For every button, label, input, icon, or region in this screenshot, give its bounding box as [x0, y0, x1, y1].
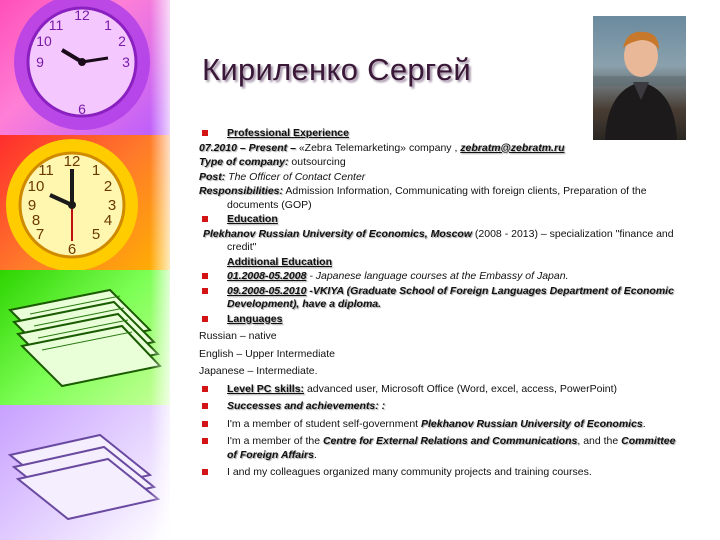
list-text: I'm a member of student self-government	[227, 417, 422, 430]
section-heading: Successes and achievements: :	[227, 400, 386, 412]
list-text: .	[642, 417, 646, 430]
field-value: advanced user, Microsoft Office (Word, excel, access, PowerPoint)	[304, 382, 618, 395]
field-value: Admission Information, Communicating with foreign clients, Preparation of the documents (GOP)	[227, 185, 647, 211]
organization-name: Centre for External Relations and Communications	[322, 435, 578, 447]
language-line: Russian – native	[199, 330, 277, 342]
list-text: .	[313, 448, 317, 461]
field-label: Type of company:	[199, 156, 289, 168]
field-label: Post:	[199, 170, 226, 183]
decorative-collage	[0, 0, 180, 540]
books-icon	[0, 270, 170, 405]
section-heading: Languages	[227, 312, 283, 325]
svg-text:2: 2	[118, 33, 126, 49]
svg-text:2: 2	[103, 178, 113, 195]
list-item	[199, 466, 679, 480]
list-item	[199, 285, 679, 312]
email-link[interactable]: zebratm@zebratm.ru	[460, 141, 565, 154]
clock-icon	[0, 0, 170, 140]
svg-text:5: 5	[91, 226, 101, 243]
svg-text:6: 6	[78, 101, 86, 117]
list-item	[199, 348, 679, 362]
field-value: The Officer of Contact Center	[225, 170, 366, 183]
collage-fade	[150, 0, 180, 540]
svg-text:12: 12	[63, 153, 81, 170]
list-item	[199, 171, 679, 185]
course-detail: - Japanese language courses at the Embassy of Japan.	[306, 270, 569, 282]
language-line: English – Upper Intermediate	[199, 347, 335, 360]
organization-name: Committee of Foreign Affairs	[227, 435, 676, 461]
clock-icon	[0, 135, 170, 270]
university-name: Plekhanov Russian University of Economics, Moscow	[203, 227, 472, 240]
svg-text:3: 3	[107, 197, 117, 214]
date-range: 07.2010 – Present –	[199, 141, 296, 154]
company-text: «Zebra Telemarketing» company ,	[295, 141, 461, 154]
section-heading: Professional Experience	[227, 127, 349, 139]
svg-text:8: 8	[31, 212, 41, 229]
svg-text:9: 9	[36, 54, 44, 70]
field-value: outsourcing	[288, 156, 346, 168]
svg-text:10: 10	[36, 33, 52, 49]
education-detail: (2008 - 2013) – specialization "finance and credit"	[227, 227, 674, 253]
list-item	[199, 270, 679, 284]
date-range: 01.2008-05.2008	[227, 270, 307, 282]
svg-text:11: 11	[48, 17, 64, 33]
date-range: 09.2008-05.2010	[227, 284, 307, 297]
person-photo-icon	[593, 16, 686, 140]
language-line: Japanese – Intermediate.	[199, 365, 318, 377]
page-title: Кириленко Сергей	[202, 52, 471, 87]
field-label: Level PC skills:	[227, 382, 305, 395]
list-text: I'm a member of the	[227, 435, 323, 447]
svg-text:11: 11	[38, 162, 54, 179]
svg-text:9: 9	[27, 197, 37, 214]
list-item	[199, 365, 679, 379]
list-item	[199, 156, 679, 170]
list-item	[199, 400, 679, 414]
list-text: I and my colleagues organized many community projects and training courses.	[227, 466, 592, 478]
field-label: Responsibilities:	[199, 185, 284, 197]
svg-text:10: 10	[27, 178, 45, 195]
svg-text:1: 1	[104, 17, 112, 33]
list-item	[199, 228, 679, 255]
course-detail: -VKIYA (Graduate School of Foreign Languages Department of Economic Development), have a diploma.	[227, 284, 674, 310]
svg-text:1: 1	[91, 162, 101, 179]
list-item	[199, 418, 679, 432]
list-item	[199, 435, 679, 462]
svg-text:12: 12	[74, 7, 90, 23]
list-item	[199, 330, 679, 344]
list-item	[199, 185, 679, 212]
profile-photo	[593, 16, 686, 140]
svg-text:6: 6	[67, 241, 77, 258]
section-heading: Additional Education	[227, 255, 332, 268]
list-item	[199, 127, 679, 141]
organization-name: Plekhanov Russian University of Economics	[421, 417, 643, 430]
section-heading: Education	[227, 213, 278, 225]
list-item	[199, 313, 679, 327]
list-text: , and the	[577, 435, 622, 447]
books-icon	[0, 405, 170, 540]
list-item	[199, 213, 679, 227]
svg-text:3: 3	[122, 54, 130, 70]
list-item	[199, 142, 679, 156]
list-item	[199, 383, 679, 397]
resume-content	[199, 127, 679, 481]
svg-text:4: 4	[103, 212, 113, 229]
svg-text:7: 7	[35, 226, 45, 243]
list-item	[199, 256, 679, 270]
